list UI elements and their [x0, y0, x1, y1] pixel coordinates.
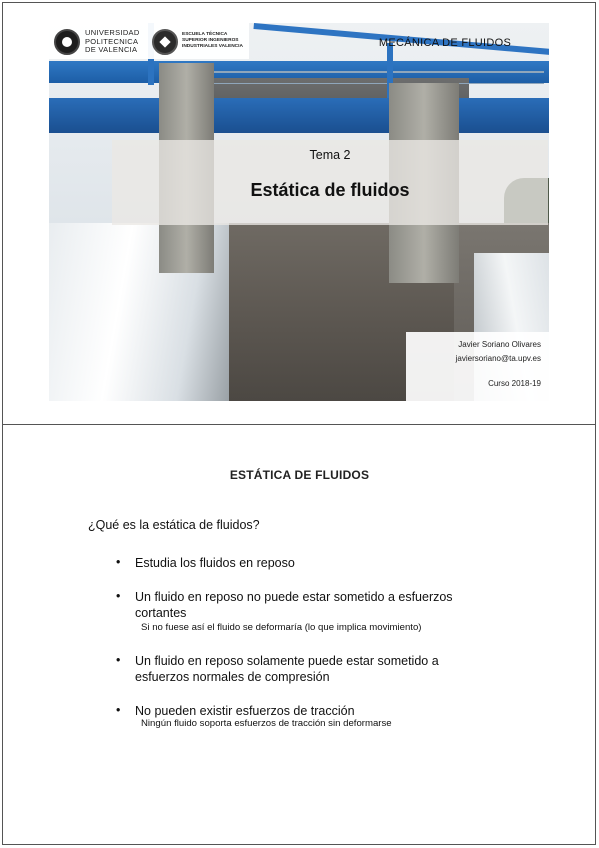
author-box — [406, 332, 549, 401]
slide-title: Estática de fluidos — [250, 180, 410, 200]
upv-logo-text: UNIVERSIDAD POLITECNICA DE VALENCIA — [85, 28, 140, 54]
topic-number: Tema 2 — [309, 148, 351, 162]
list-item: Un fluido en reposo solamente puede estar sometido a esfuerzos normales de compresión — [135, 654, 439, 684]
bridge-girder — [49, 98, 549, 133]
logo-area — [49, 23, 249, 59]
list-item: Estudia los fluidos en reposo — [135, 556, 295, 570]
question-heading: ¿Qué es la estática de fluidos? — [88, 518, 260, 532]
course-header: MECÁNICA DE FLUIDOS — [378, 37, 512, 49]
author-email: javiersoriano@ta.upv.es — [455, 354, 541, 363]
bullet-icon: • — [116, 589, 121, 603]
item-note: Si no fuese así el fluido se deformaría (lo que implica movimiento) — [141, 622, 422, 633]
etsii-logo-text: ESCUELA TÉCNICA SUPERIOR INGENIEROS INDUSTRIALES VALENCIA — [182, 32, 243, 49]
page-divider — [2, 424, 596, 425]
title-band — [112, 140, 548, 225]
etsii-seal-icon — [152, 29, 178, 55]
list-item: Un fluido en reposo no puede estar sometido a esfuerzos cortantes — [135, 590, 453, 620]
bullet-icon: • — [116, 555, 121, 569]
bridge-railing — [214, 71, 544, 84]
slide2-title: ESTÁTICA DE FLUIDOS — [229, 468, 370, 482]
item-note: Ningún fluido soporta esfuerzos de tracción sin deformarse — [141, 718, 392, 729]
course-year: Curso 2018-19 — [488, 379, 541, 388]
title-slide — [49, 23, 549, 401]
list-item: No pueden existir esfuerzos de tracción — [135, 704, 355, 718]
upv-seal-icon — [54, 29, 80, 55]
bullet-icon: • — [116, 703, 121, 717]
author-name: Javier Soriano Olivares — [458, 340, 541, 349]
bullet-icon: • — [116, 653, 121, 667]
